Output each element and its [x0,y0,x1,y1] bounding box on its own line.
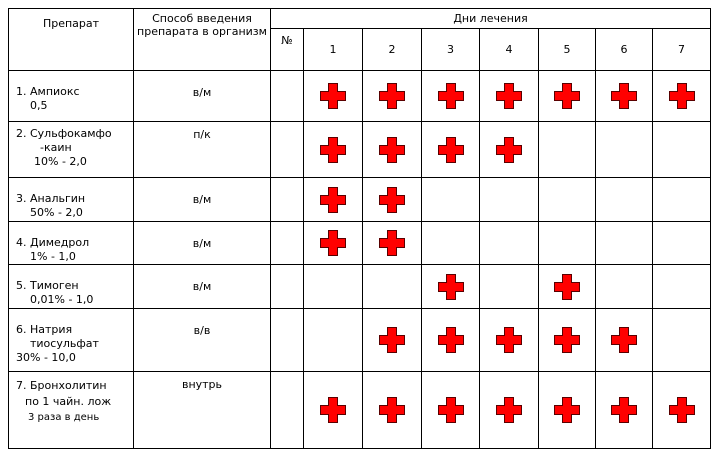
header-day-3: 3 [422,29,480,71]
drug-cell [9,122,134,178]
table-row [9,122,711,178]
day-cell [480,178,539,222]
red-cross-icon [552,272,582,302]
drug-cell [9,309,134,372]
header-day-4: 4 [480,29,539,71]
drug-line: -каин [40,141,72,154]
method-cell: в/в [134,309,271,372]
day-cell [422,372,480,449]
day-cell [480,372,539,449]
drug-line: 1% - 1,0 [30,250,76,263]
red-cross-icon [494,325,524,355]
day-cell [596,222,653,265]
day-cell [363,71,422,122]
day-cell [653,178,711,222]
day-cell [653,265,711,309]
day-cell [363,372,422,449]
day-cell [596,309,653,372]
day-cell [363,122,422,178]
day-cell [422,265,480,309]
day-cell [480,122,539,178]
header-day-7: 7 [653,29,711,71]
red-cross-icon [436,135,466,165]
red-cross-icon [377,135,407,165]
day-cell [304,178,363,222]
table-row [9,71,711,122]
header-day-6: 6 [596,29,653,71]
table-row [9,178,711,222]
red-cross-icon [377,228,407,258]
day-cell [539,372,596,449]
day-cell [480,309,539,372]
red-cross-icon [609,395,639,425]
red-cross-icon [318,185,348,215]
day-cell [363,222,422,265]
day-cell [304,222,363,265]
day-cell [539,222,596,265]
table-row [9,265,711,309]
table-row [9,309,711,372]
drug-cell [9,71,134,122]
day-cell [596,178,653,222]
day-cell [539,122,596,178]
day-cell [304,372,363,449]
day-cell [422,222,480,265]
red-cross-icon [436,395,466,425]
red-cross-icon [552,395,582,425]
red-cross-icon [609,81,639,111]
drug-line: 3 раза в день [28,412,100,423]
red-cross-icon [552,81,582,111]
treatment-table [8,8,711,449]
red-cross-icon [377,325,407,355]
method-cell: внутрь [134,372,271,449]
red-cross-icon [318,228,348,258]
method-cell: в/м [134,178,271,222]
drug-cell [9,222,134,265]
header-days-title: Дни лечения [271,9,711,29]
number-cell [271,265,304,309]
day-cell [422,178,480,222]
header-number-sign: № [271,29,304,71]
number-cell [271,222,304,265]
number-cell [271,71,304,122]
drug-cell [9,372,134,449]
header-day-1: 1 [304,29,363,71]
drug-line: 7. Бронхолитин [16,379,107,392]
table-row [9,372,711,449]
drug-line: 2. Сульфокамфо [16,127,112,140]
drug-line: 5. Тимоген [16,279,79,292]
header-method: Способ введения препарата в организм [134,9,271,71]
day-cell [480,222,539,265]
red-cross-icon [377,81,407,111]
drug-line: 1. Ампиокс [16,85,80,98]
drug-line: тиосульфат [30,337,99,350]
drug-cell [9,178,134,222]
day-cell [653,71,711,122]
day-cell [596,265,653,309]
red-cross-icon [494,135,524,165]
day-cell [363,309,422,372]
drug-line: 3. Анальгин [16,192,86,205]
method-cell: в/м [134,71,271,122]
red-cross-icon [436,272,466,302]
day-cell [653,372,711,449]
day-cell [363,178,422,222]
red-cross-icon [494,81,524,111]
number-cell [271,178,304,222]
drug-line: 0,01% - 1,0 [30,293,94,306]
drug-line: 0,5 [30,99,48,112]
header-day-5: 5 [539,29,596,71]
day-cell [653,309,711,372]
method-cell: п/к [134,122,271,178]
day-cell [422,122,480,178]
red-cross-icon [667,395,697,425]
drug-line: 6. Натрия [16,323,73,336]
table-row [9,222,711,265]
day-cell [422,309,480,372]
day-cell [539,309,596,372]
red-cross-icon [318,135,348,165]
day-cell [539,265,596,309]
header-row [9,9,711,29]
day-cell [596,71,653,122]
day-cell [653,222,711,265]
day-cell [304,71,363,122]
day-cell [539,178,596,222]
red-cross-icon [436,325,466,355]
day-cell [653,122,711,178]
drug-line: 4. Димедрол [16,236,90,249]
number-cell [271,372,304,449]
day-cell [363,265,422,309]
red-cross-icon [377,395,407,425]
header-drug: Препарат [9,9,134,71]
day-cell [596,122,653,178]
number-cell [271,309,304,372]
day-cell [480,71,539,122]
day-cell [304,122,363,178]
red-cross-icon [552,325,582,355]
day-cell [539,71,596,122]
red-cross-icon [318,395,348,425]
method-cell: в/м [134,222,271,265]
day-cell [422,71,480,122]
day-cell [304,309,363,372]
drug-line: 30% - 10,0 [16,351,76,364]
red-cross-icon [494,395,524,425]
red-cross-icon [609,325,639,355]
drug-line: 50% - 2,0 [30,206,83,219]
red-cross-icon [318,81,348,111]
drug-line: 10% - 2,0 [34,155,87,168]
red-cross-icon [377,185,407,215]
header-day-2: 2 [363,29,422,71]
number-cell [271,122,304,178]
red-cross-icon [667,81,697,111]
drug-cell [9,265,134,309]
drug-line: по 1 чайн. лож [25,395,112,408]
red-cross-icon [436,81,466,111]
day-cell [304,265,363,309]
day-cell [596,372,653,449]
day-cell [480,265,539,309]
method-cell: в/м [134,265,271,309]
